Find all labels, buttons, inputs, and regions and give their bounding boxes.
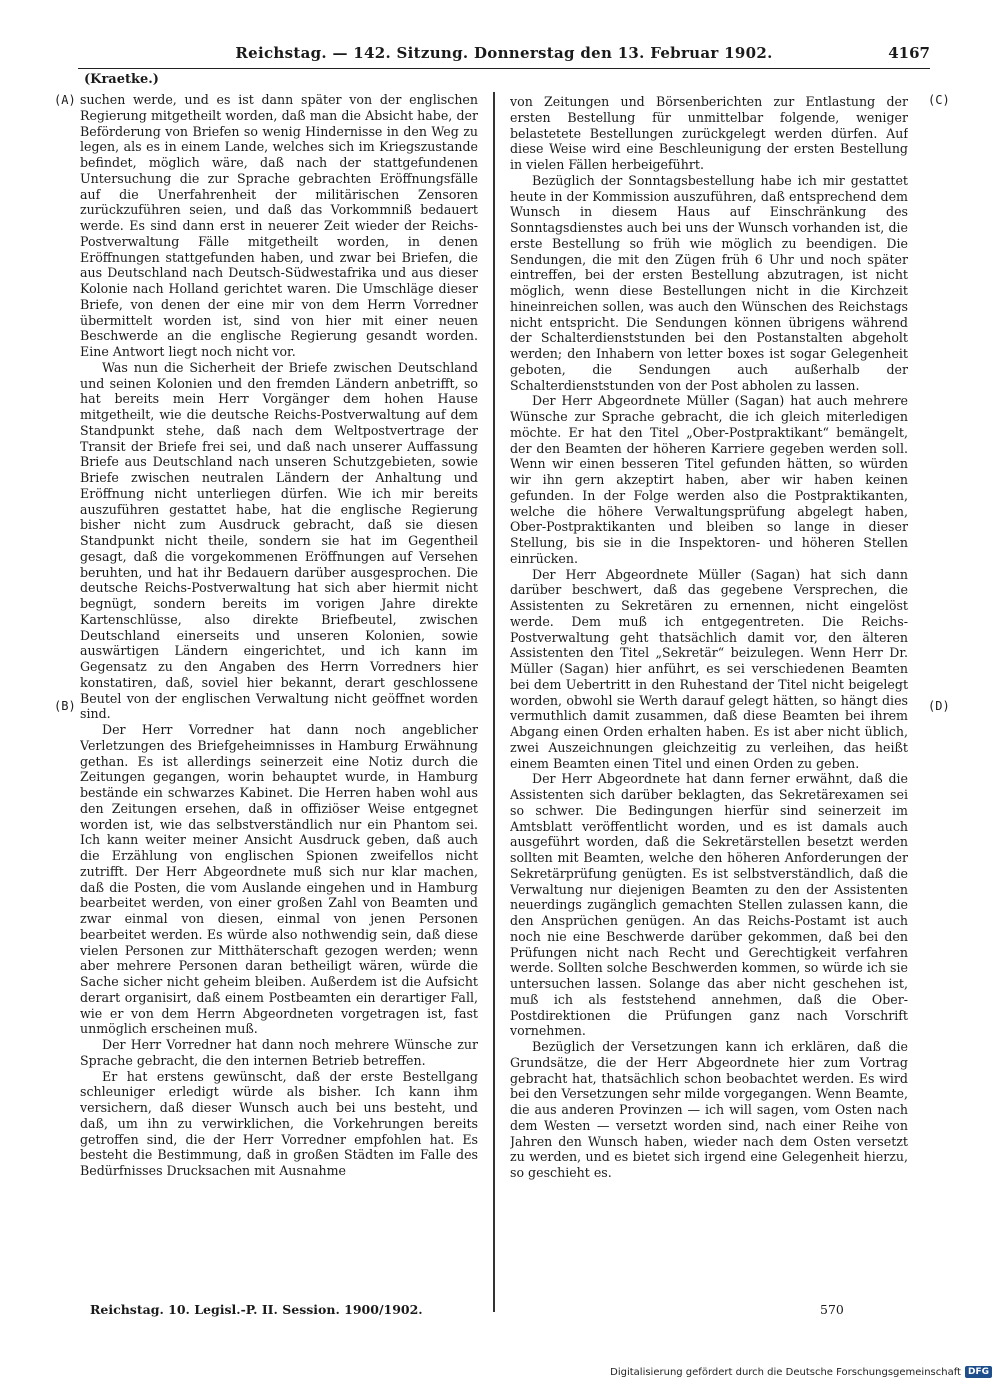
footer-session: Reichstag. 10. Legisl.-P. II. Session. 1900/1902. <box>90 1302 423 1317</box>
margin-marker-a: (A) <box>54 93 76 107</box>
margin-marker-c: (C) <box>928 93 950 107</box>
margin-marker-d: (D) <box>928 699 950 713</box>
paragraph: Der Herr Abgeordnete hat dann ferner erwähnt, daß die Assistenten sich darüber beklagten, das Sekretärexamen sei so schwer. Die Bedingungen hierfür sind seinerzeit im Amtsblatt veröffentlicht worden, und es ist damals auch ausgeführt worden, daß die Sekretärstellen besetzt werden sollten mit Beamten, welche den höheren Anforderungen der Sekretärprüfung genügten. Es ist selbstverständlich, daß die Verwaltung nur diejenigen Beamten zu den der Assistenten neuerdings zugänglich gemachten Stellen zulassen kann, die den Ansprüchen genügen. An das Reichs-Postamt ist auch noch nie eine Beschwerde darüber gekommen, daß bei den Prüfungen nicht nach Recht und Gerechtigkeit verfahren werde. Sollten solche Beschwerden kommen, so würde ich sie untersuchen lassen. Solange das aber nicht geschehen ist, muß ich als feststehend annehmen, daß die Ober-Postdirektionen die Prüfungen ganz nach Vorschrift vornehmen. <box>510 771 908 1039</box>
paragraph: Bezüglich der Sonntagsbestellung habe ich mir gestattet heute in der Kommission auszuführen, daß entsprechend dem Wunsch in diesem Haus auf Einschränkung des Sonntagsdienstes auch bei uns der Wunsch vorhanden ist, die erste Bestellung so früh wie möglich zu beendigen. Die Sendungen, die mit den Zügen früh 6 Uhr und noch später eintreffen, bei der ersten Bestellung abzutragen, ist nicht möglich, wenn diese Bestellungen nicht in die Kirchzeit hineinreichen sollen, was auch den Wünschen des Reichstags nicht entspricht. Die Sendungen können übrigens während der Schalterdienststunden bei den Postanstalten abgeholt werden; den Inhabern von letter boxes ist sogar Gelegenheit geboten, die Sendungen auch außerhalb der Schalterdienststunden von der Post abholen zu lassen. <box>510 172 908 393</box>
column-divider <box>493 92 495 1312</box>
paragraph: Bezüglich der Versetzungen kann ich erklären, daß die Grundsätze, die der Herr Abgeordnete hier zum Vortrag gebracht hat, thatsächlich schon beobachtet werden. Es wird bei den Versetzungen sehr milde vorgegangen. Wenn Beamte, die aus anderen Provinzen — ich will sagen, vom Osten nach dem Westen — versetzt worden sind, nach einer Reihe von Jahren den Wunsch haben, wieder nach dem Osten versetzt zu werden, und es bietet sich irgend eine Gelegenheit hierzu, so geschieht es. <box>510 1039 908 1180</box>
funding-credit <box>610 1365 992 1379</box>
running-title: Reichstag. — 142. Sitzung. Donnerstag den 13. Februar 1902. <box>235 44 773 62</box>
dfg-logo-icon: DFG <box>965 1366 992 1378</box>
left-column <box>80 92 478 1282</box>
margin-marker-b: (B) <box>54 699 76 713</box>
speaker-name: (Kraetke.) <box>84 72 159 87</box>
paragraph: von Zeitungen und Börsenberichten zur Entlastung der ersten Bestellung für unmittelbar folgende, weniger belastetete Bestellungen zurückgelegt werden dürfen. Auf diese Weise wird eine Beschleunigung der ersten Bestellung in vielen Fällen herbeigeführt. <box>510 94 908 172</box>
paragraph: Der Herr Vorredner hat dann noch angeblicher Verletzungen des Briefgeheimnisses in Hamburg Erwähnung gethan. Es ist allerdings seinerzeit eine Notiz durch die Zeitungen gegangen, worin behauptet wurde, in Hamburg bestände ein schwarzes Kabinet. Die Herren haben wohl aus den Zeitungen ersehen, daß in offiziöser Weise entgegnet worden ist, wie das selbstverständlich nur ein Phantom sei. Ich kann weiter meiner Ansicht Ausdruck geben, daß auch die Erzählung von englischen Spionen zweifellos nicht zutrifft. Der Herr Abgeordnete muß sich nur klar machen, daß die Posten, die vom Auslande eingehen und in Hamburg bearbeitet werden, von einer großen Zahl von Beamten und zwar einmal von diesen, einmal von jenen Personen bearbeitet werden. Es würde also nothwendig sein, daß diese vielen Personen zur Mitthäterschaft gezogen werden; wenn aber mehrere Personen daran betheiligt wären, würde die Sache sicher nicht geheim bleiben. Außerdem ist die Aufsicht derart organisirt, daß einem Postbeamten ein derartiger Fall, wie er von dem Herrn Abgeordneten vorgetragen ist, fast unmöglich erscheinen muß. <box>80 722 478 1037</box>
page-number: 4167 <box>888 44 930 62</box>
paragraph: suchen werde, und es ist dann später von der englischen Regierung mitgetheilt worden, daß man die Absicht habe, der Beförderung von Briefen so wenig Hindernisse in den Weg zu legen, als es in einem Lande, welches sich im Kriegszustande befindet, möglich wäre, daß nach der stattgefundenen Untersuchung die zur Sprache gebrachten Eröffnungsfälle auf die Unerfahrenheit der militärischen Zensoren zurückzuführen seien, und daß das Vorkommniß bedauert werde. Es sind dann erst in neuerer Zeit wieder der Reichs-Postverwaltung Fälle mitgetheilt worden, in denen Eröffnungen stattgefunden haben, und zwar bei Briefen, die aus Deutschland nach Deutsch-Südwestafrika und aus dieser Kolonie nach Holland gerichtet waren. Die Umschläge dieser Briefe, von denen der eine mir von dem Herrn Vorredner übermittelt worden ist, sind von hier mit einer neuen Beschwerde an die englische Regierung gesandt worden. Eine Antwort liegt noch nicht vor. <box>80 92 478 359</box>
credit-text: Digitalisierung gefördert durch die Deutsche Forschungsgemeinschaft <box>610 1366 961 1378</box>
paragraph: Der Herr Abgeordnete Müller (Sagan) hat auch mehrere Wünsche zur Sprache gebracht, die ich gleich miterledigen möchte. Er hat den Titel „Ober-Postpraktikant“ bemängelt, der den Beamten der höheren Karriere gegeben werden soll. Wenn wir einen besseren Titel gefunden hätten, so würden wir ihn gern akzeptirt haben, aber wir haben keinen gefunden. In der Folge werden also die Postpraktikanten, welche die höhere Verwaltungsprüfung abgelegt haben, Ober-Postpraktikanten und bleiben so lange in dieser Stellung, bis sie in die Inspektoren- und höheren Stellen einrücken. <box>510 393 908 566</box>
paragraph: Der Herr Abgeordnete Müller (Sagan) hat sich dann darüber beschwert, daß das gegebene Versprechen, die Assistenten zu Sekretären zu ernennen, nicht eingelöst werde. Dem muß ich entgegentreten. Die Reichs-Postverwaltung geht thatsächlich damit vor, den älteren Assistenten den Titel „Sekretär“ beizulegen. Wenn Herr Dr. Müller (Sagan) hier anführt, es sei verschiedenen Beamten bei dem Uebertritt in den Ruhestand der Titel nicht beigelegt worden, obwohl sie Werth darauf gelegt hätten, so hängt dies vermuthlich damit zusammen, daß diese Beamten bei ihrem Abgang einen Orden erhalten haben. Es ist aber nicht üblich, zwei Auszeichnungen gleichzeitig zu verleihen, das heißt einem Beamten einen Titel und einen Orden zu geben. <box>510 566 908 771</box>
paragraph: Was nun die Sicherheit der Briefe zwischen Deutschland und seinen Kolonien und den fremden Ländern anbetrifft, so hat bereits mein Herr Vorgänger dem hohen Hause mitgetheilt, wie die deutsche Reichs-Postverwaltung auf dem Standpunkt stehe, daß nach dem Weltpostvertrage der Transit der Briefe frei sei, und daß nach unserer Auffassung Briefe aus Deutschland nach unseren Schutzgebieten, sowie Briefe zwischen neutralen Ländern der Anhaltung und Eröffnung nicht unterliegen dürfen. Wie ich mir bereits auszuführen gestattet habe, hat die englische Regierung bisher nicht zum Ausdruck gebracht, daß sie diesen Standpunkt nicht theile, sondern sie hat im Gegentheil gesagt, daß die vorgekommenen Eröffnungen auf Versehen beruhten, und hat ihr Bedauern darüber ausgesprochen. Die deutsche Reichs-Postverwaltung hat sich aber hiermit nicht begnügt, sondern bereits im vorigen Jahre direkte Kartenschlüsse, also direkte Briefbeutel, zwischen Deutschland einerseits und unseren Kolonien, sowie auswärtigen Ländern eingerichtet, und ich kann im Gegensatz zu den Angaben des Herrn Vorredners hier konstatiren, daß, soviel hier bekannt, derart geschlossene Beutel von der englischen Verwaltung nicht geöffnet worden sind. <box>80 359 478 722</box>
running-header <box>78 44 930 69</box>
right-column <box>510 94 908 1282</box>
paragraph: Der Herr Vorredner hat dann noch mehrere Wünsche zur Sprache gebracht, die den internen Betrieb betreffen. <box>80 1037 478 1068</box>
footer-sheet-number: 570 <box>820 1302 844 1317</box>
paragraph: Er hat erstens gewünscht, daß der erste Bestellgang schleuniger erledigt würde als bisher. Ich kann ihm versichern, daß dieser Wunsch auch bei uns besteht, und daß, um ihn zu verwirklichen, die Vorkehrungen bereits getroffen sind, die der Herr Vorredner empfohlen hat. Es besteht die Bestimmung, daß in großen Städten im Falle des Bedürfnisses Drucksachen mit Ausnahme <box>80 1068 478 1178</box>
